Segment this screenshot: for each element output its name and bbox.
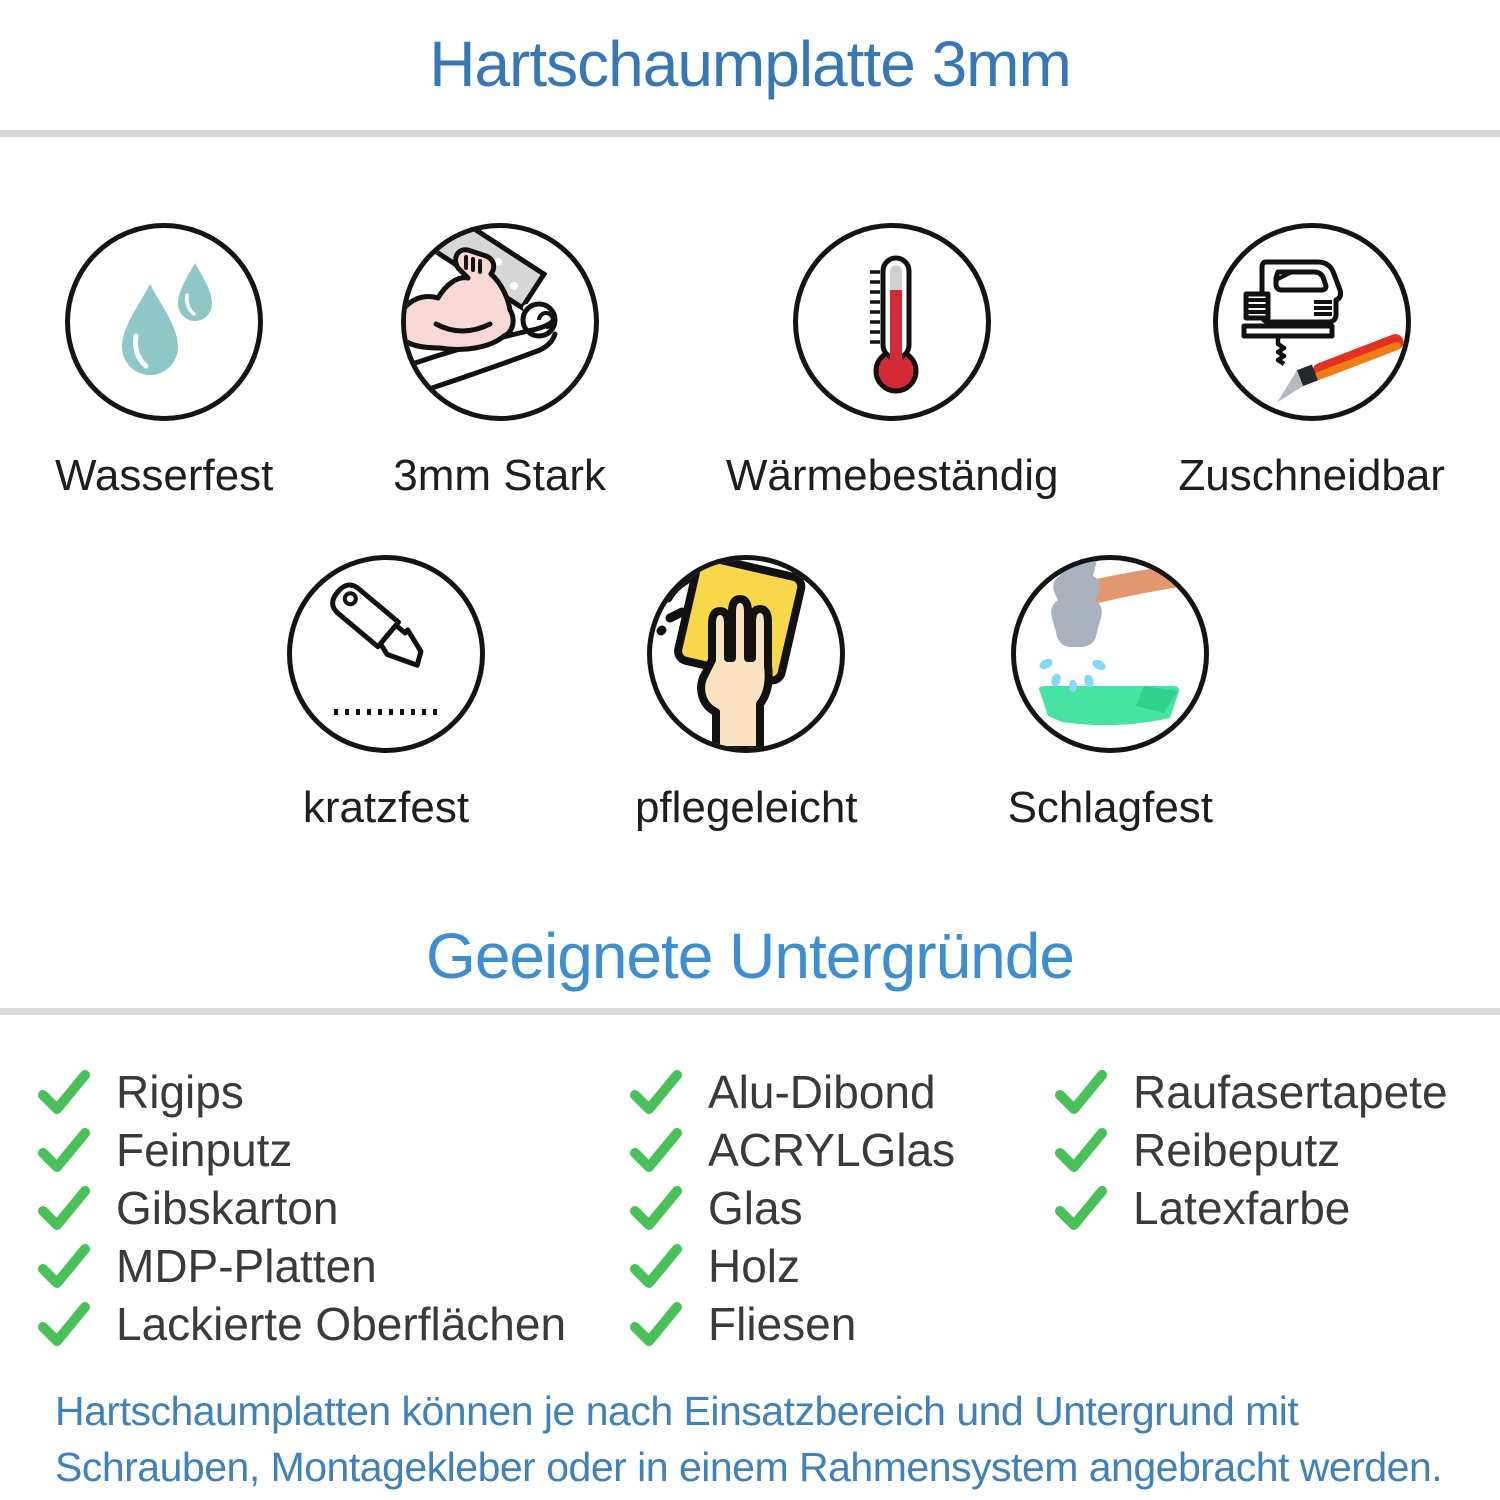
list-item: Raufasertapete	[1055, 1063, 1500, 1121]
list-item: Lackierte Oberflächen	[38, 1295, 630, 1353]
list-item: MDP-Platten	[38, 1237, 630, 1295]
section-title-substrates: Geeignete Untergründe	[426, 920, 1074, 992]
feature-scratchproof	[287, 555, 485, 833]
list-item: Reibeputz	[1055, 1121, 1500, 1179]
feature-label: Wärmebeständig	[725, 451, 1059, 500]
check-icon	[630, 1128, 682, 1172]
feature-label: Wasserfest	[55, 451, 274, 500]
feature-label: Schlagfest	[1007, 783, 1214, 832]
substrate-list	[0, 1063, 1500, 1353]
list-item: ACRYLGlas	[630, 1121, 1055, 1179]
mounting-note	[0, 1383, 1500, 1495]
check-icon	[38, 1302, 90, 1346]
check-icon	[630, 1302, 682, 1346]
substrate-column-2	[630, 1063, 1055, 1353]
list-item: Fliesen	[630, 1295, 1055, 1353]
list-item: Feinputz	[38, 1121, 630, 1179]
feature-waterproof	[55, 223, 273, 501]
check-icon	[38, 1244, 90, 1288]
check-icon	[630, 1244, 682, 1288]
check-icon	[38, 1128, 90, 1172]
list-item: Gibskarton	[38, 1179, 630, 1237]
hammer-impact-icon	[1011, 555, 1209, 753]
list-item: Holz	[630, 1237, 1055, 1295]
check-icon	[630, 1186, 682, 1230]
list-item: Latexfarbe	[1055, 1179, 1500, 1237]
utility-knife-icon	[287, 555, 485, 753]
list-item: Glas	[630, 1179, 1055, 1237]
feature-label: pflegeleicht	[634, 783, 858, 832]
check-icon	[630, 1070, 682, 1114]
mounting-note-line-2: Schrauben, Montagekleber oder in einem Rahmensystem angebracht werden.	[55, 1444, 1443, 1490]
feature-strength	[393, 223, 606, 501]
feature-easy-care	[635, 555, 858, 833]
feature-heat-resistant	[726, 223, 1059, 501]
divider	[0, 1008, 1500, 1015]
feature-cuttable	[1178, 223, 1445, 501]
list-item: Rigips	[38, 1063, 630, 1121]
feature-label: 3mm Stark	[393, 451, 606, 500]
flexed-arm-rolled-sheet-icon	[401, 223, 599, 421]
check-icon	[1055, 1070, 1107, 1114]
jigsaw-cutter-icon	[1213, 223, 1411, 421]
cleaning-hand-cloth-icon	[647, 555, 845, 753]
substrate-column-1	[38, 1063, 630, 1353]
divider	[0, 130, 1500, 137]
substrate-column-3	[1055, 1063, 1500, 1353]
thermometer-icon	[793, 223, 991, 421]
feature-impact-resistant	[1008, 555, 1213, 833]
check-icon	[38, 1186, 90, 1230]
water-drops-icon	[65, 223, 263, 421]
feature-label: Zuschneidbar	[1178, 451, 1445, 500]
feature-label: kratzfest	[302, 783, 470, 832]
mounting-note-line-1: Hartschaumplatten können je nach Einsatzbereich und Untergrund mit	[55, 1388, 1299, 1434]
check-icon	[38, 1070, 90, 1114]
check-icon	[1055, 1186, 1107, 1230]
list-item: Alu-Dibond	[630, 1063, 1055, 1121]
page-title: Hartschaumplatte 3mm	[429, 28, 1071, 100]
feature-row-2	[0, 555, 1500, 833]
check-icon	[1055, 1128, 1107, 1172]
feature-row-1	[0, 223, 1500, 501]
